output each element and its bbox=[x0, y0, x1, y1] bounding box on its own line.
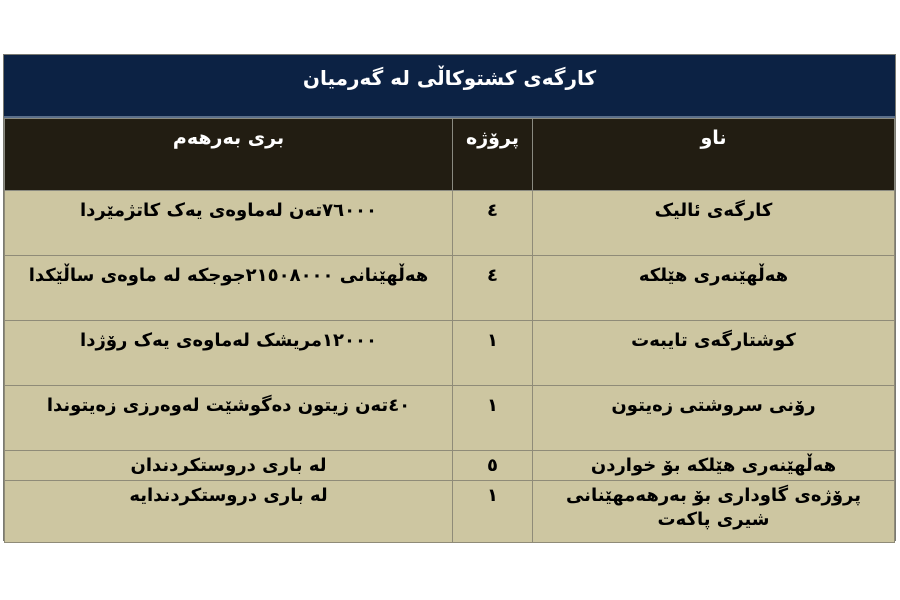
table-row bbox=[5, 256, 895, 321]
table-row bbox=[5, 321, 895, 386]
cell-name: هەڵهێنەری هێلکە bbox=[533, 256, 895, 321]
table-row bbox=[5, 386, 895, 451]
header-production: بری بەرهەم bbox=[5, 119, 453, 191]
cell-name: پرۆژەی گاوداری بۆ بەرهەمهێنانی شیری پاکەت bbox=[533, 481, 895, 543]
header-row bbox=[5, 119, 895, 191]
cell-project: ٥ bbox=[453, 451, 533, 481]
cell-project: ١ bbox=[453, 386, 533, 451]
projects-table bbox=[4, 118, 895, 543]
cell-name: کوشتارگەی تایبەت bbox=[533, 321, 895, 386]
cell-production: هەڵهێنانی ٢١٥٠٨٠٠٠جوجکە لە ماوەی ساڵێکدا bbox=[5, 256, 453, 321]
data-table-container bbox=[3, 54, 896, 541]
cell-production: لە باری دروستکردندان bbox=[5, 451, 453, 481]
cell-production: ٧٦٠٠٠تەن لەماوەی یەک کاتژمێردا bbox=[5, 191, 453, 256]
cell-production: ١٢٠٠٠مریشک لەماوەی یەک رۆژدا bbox=[5, 321, 453, 386]
cell-project: ٤ bbox=[453, 191, 533, 256]
cell-project: ٤ bbox=[453, 256, 533, 321]
table-title-text: کارگەی کشتوکاڵی لە گەرمیان bbox=[302, 65, 597, 90]
cell-project: ١ bbox=[453, 321, 533, 386]
table-title bbox=[4, 55, 895, 118]
table-row bbox=[5, 451, 895, 481]
cell-production: ٤٠تەن زیتون دەگوشێت لەوەرزی زەیتوندا bbox=[5, 386, 453, 451]
table-row bbox=[5, 481, 895, 543]
table-row bbox=[5, 191, 895, 256]
cell-name: هەڵهێنەری هێلکە بۆ خواردن bbox=[533, 451, 895, 481]
cell-name: کارگەی ئالیک bbox=[533, 191, 895, 256]
header-project: پرۆژە bbox=[453, 119, 533, 191]
cell-project: ١ bbox=[453, 481, 533, 543]
cell-production: لە باری دروستکردندایە bbox=[5, 481, 453, 543]
header-name: ناو bbox=[533, 119, 895, 191]
cell-name: رۆنی سروشتی زەیتون bbox=[533, 386, 895, 451]
